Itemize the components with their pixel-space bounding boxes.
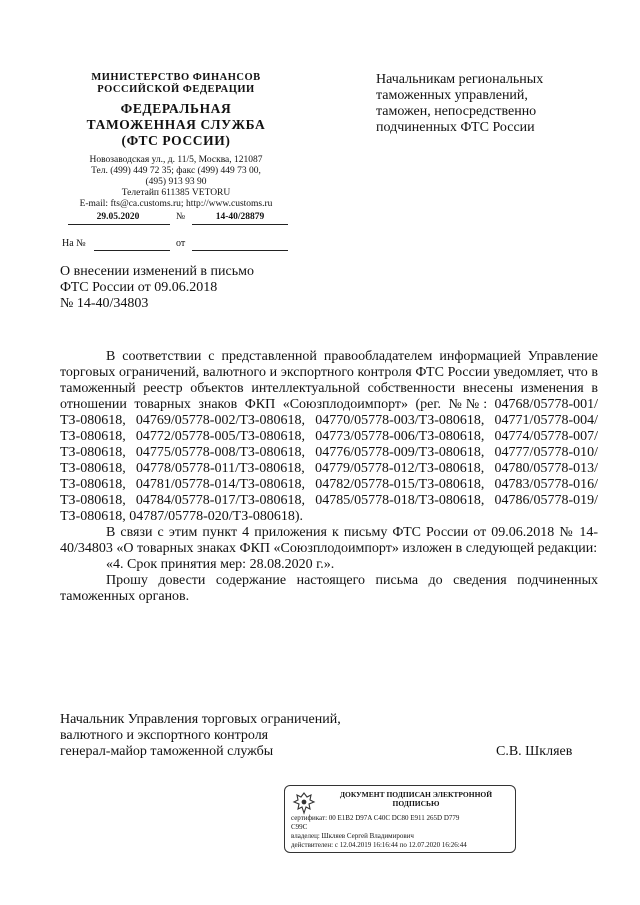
subject-line-2: ФТС России от 09.06.2018	[60, 280, 218, 295]
subject-line-1: О внесении изменений в письмо	[60, 264, 254, 279]
addressee	[376, 72, 586, 136]
subject-line-3: № 14-40/34803	[60, 296, 149, 311]
number-label: №	[176, 212, 186, 222]
ministry-line-2: РОССИЙСКОЙ ФЕДЕРАЦИИ	[97, 84, 255, 95]
address-line-4: Телетайп 611385 VETORU	[121, 188, 231, 198]
address-line-3: (495) 913 93 90	[145, 177, 207, 187]
subject	[60, 264, 300, 312]
ref-label: На №	[62, 238, 86, 249]
e-signature-stamp	[284, 785, 516, 853]
service-line-2: ТАМОЖЕННАЯ СЛУЖБА	[86, 117, 266, 132]
addressee-line-4: подчиненных ФТС России	[376, 120, 535, 135]
letter-body	[60, 349, 598, 605]
addressee-line-1: Начальникам региональных	[376, 72, 544, 87]
signatory-line-3: генерал-майор таможенной службы	[60, 744, 274, 759]
letterhead	[60, 72, 292, 210]
body-paragraph-3: «4. Срок принятия мер: 28.08.2020 г.».	[106, 557, 335, 572]
number-underline	[192, 224, 288, 225]
stamp-certificate-line-2: C99C	[291, 823, 308, 831]
from-label: от	[176, 238, 186, 249]
signatory-line-2: валютного и экспортного контроля	[60, 728, 269, 743]
signatory-name: С.В. Шкляев	[496, 744, 573, 759]
body-paragraph-1: В соответствии с представленной правообладателем информацией Управление торговых ограничений, валютного и экспортного контроля ФТС России уведомляет, что в таможенный реестр объектов интеллектуальной собственности внесены изменения в отношении товарных знаков ФКП «Союзплодоимпорт» (рег. №№: 04768/05778-001/ТЗ-080618, 04769/05778-002/ТЗ-080618, 04770/05778-003/ТЗ-080618, 04771/05778-004/ТЗ-080618, 04772/05778-005/ТЗ-080618, 04773/05778-006/ТЗ-080618, 04774/05778-007/ТЗ-080618, 04775/05778-008/ТЗ-080618, 04776/05778-009/ТЗ-080618, 04777/05778-010/ТЗ-080618, 04778/05778-011/ТЗ-080618, 04779/05778-012/ТЗ-080618, 04780/05778-013/ТЗ-080618, 04781/05778-014/ТЗ-080618, 04782/05778-015/ТЗ-080618, 04783/05778-016/ТЗ-080618, 04784/05778-017/ТЗ-080618, 04785/05778-018/ТЗ-080618, 04786/05778-019/ТЗ-080618, 04787/05778-020/ТЗ-080618).	[60, 349, 598, 524]
stamp-title-line-1: ДОКУМЕНТ ПОДПИСАН ЭЛЕКТРОННОЙ	[339, 790, 493, 799]
stamp-validity: действителен: с 12.04.2019 16:16:44 по 12.07.2020 16:26:44	[291, 841, 467, 849]
service-line-3: (ФТС РОССИИ)	[121, 133, 231, 148]
body-paragraph-4: Прошу довести содержание настоящего письма до сведения подчиненных таможенных органов.	[60, 573, 598, 604]
ministry-line-1: МИНИСТЕРСТВО ФИНАНСОВ	[91, 72, 261, 83]
signatory-line-1: Начальник Управления торговых ограничений,	[60, 712, 341, 727]
ref-underline	[94, 250, 170, 251]
address-line-1: Новозаводская ул., д. 11/5, Москва, 121087	[89, 155, 263, 165]
stamp-owner: владелец: Шкляев Сергей Владимирович	[291, 832, 414, 840]
addressee-line-2: таможенных управлений,	[376, 88, 528, 103]
stamp-title	[321, 790, 511, 808]
addressee-line-3: таможен, непосредственно	[376, 104, 537, 119]
service-line-1: ФЕДЕРАЛЬНАЯ	[120, 101, 232, 116]
letter-number: 14-40/28879	[215, 212, 265, 222]
stamp-title-line-2: ПОДПИСЬЮ	[392, 799, 440, 808]
body-paragraph-2: В связи с этим пункт 4 приложения к письму ФТС России от 09.06.2018 № 14-40/34803 «О товарных знаках ФКП «Союзплодоимпорт» изложен в следующей редакции:	[60, 525, 598, 556]
from-underline	[192, 250, 288, 251]
address-line-5: E-mail: fts@ca.customs.ru; http://www.customs.ru	[79, 199, 273, 209]
stamp-certificate-line-1: сертификат: 00 E1B2 D97A C40C DC80 E911 265D D779	[291, 814, 460, 822]
letter-date: 29.05.2020	[96, 212, 140, 222]
signatory-position	[60, 712, 390, 760]
eagle-emblem-icon	[291, 790, 317, 816]
date-underline	[68, 224, 170, 225]
address-line-2: Тел. (499) 449 72 35; факс (499) 449 73 00,	[91, 166, 261, 176]
